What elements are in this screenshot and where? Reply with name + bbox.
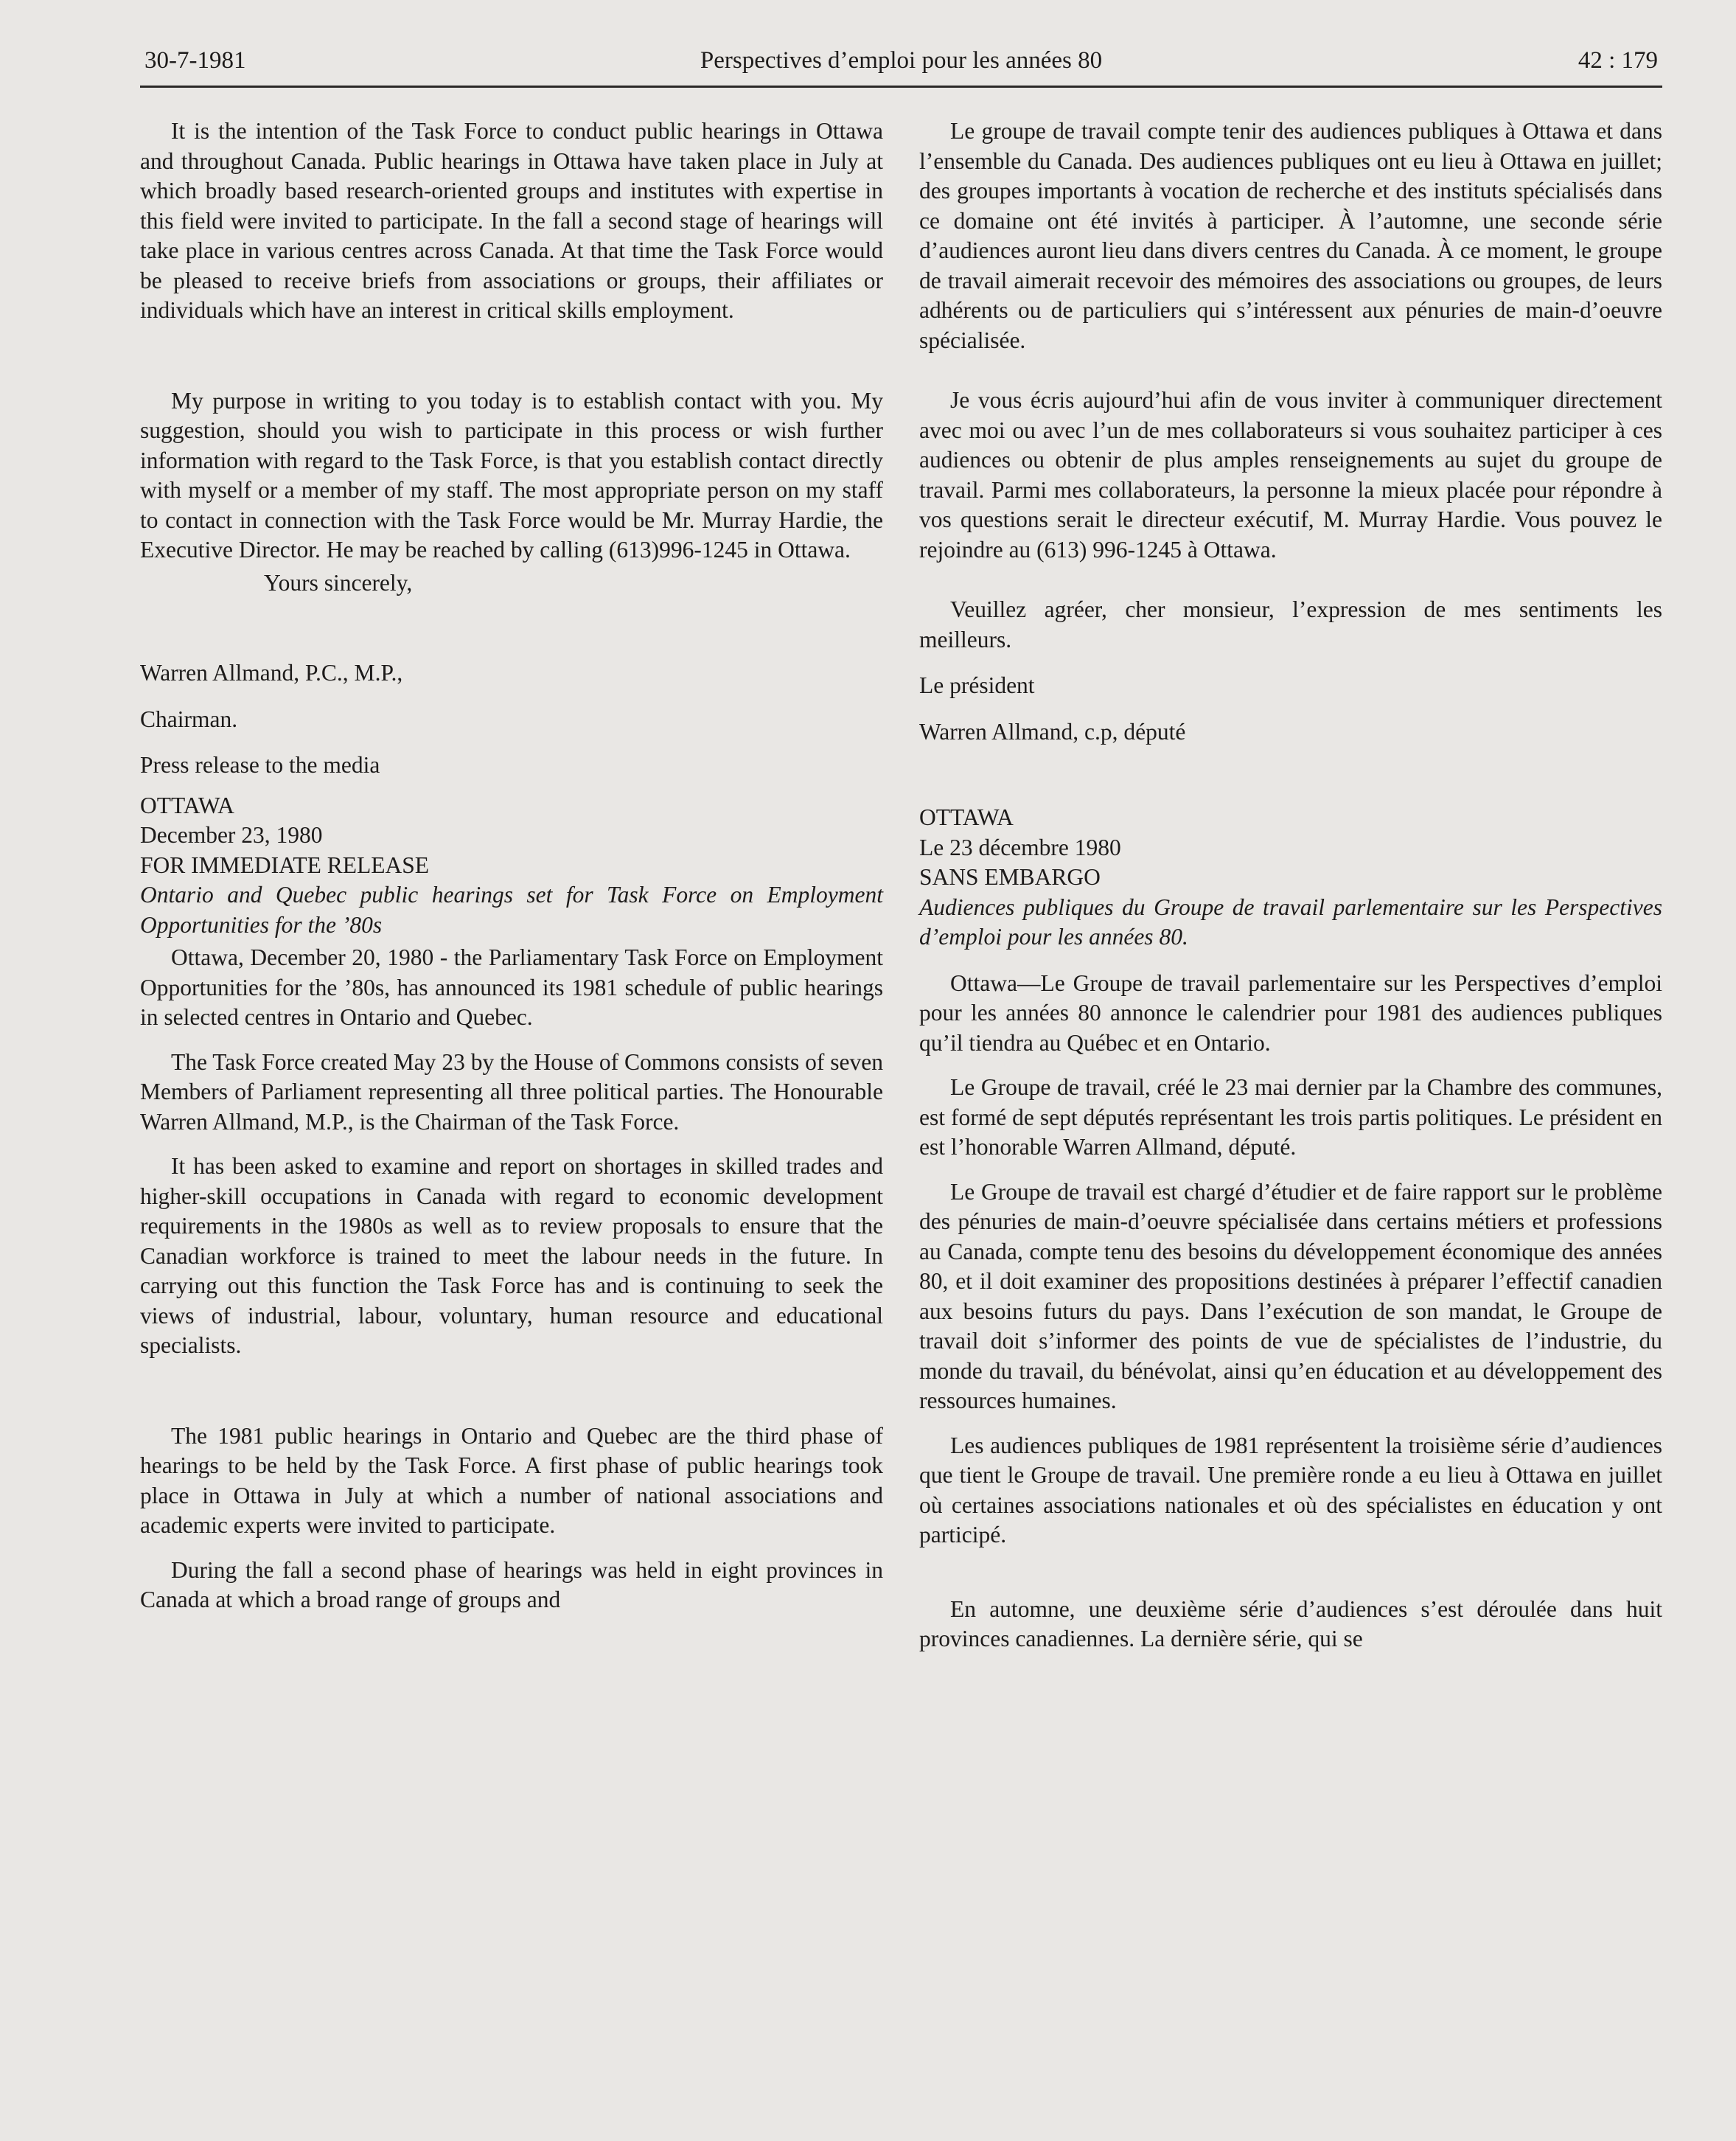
en-headline: Ontario and Quebec public hearings set for Task Force on Employment Opportunities for the ’80s — [140, 882, 883, 938]
fr-signature-name: Warren Allmand, c.p, député — [919, 718, 1186, 745]
en-para-announce: Ottawa, December 20, 1980 - the Parliamentary Task Force on Employment Opportunities for the ’80s, has announced its 1981 schedule of public hearings in selected centres in Ontario and Quebec. — [140, 944, 883, 1030]
header-title: Perspectives d’emploi pour les années 80 — [700, 47, 1103, 74]
en-press-label: Press release to the media — [140, 752, 380, 778]
en-signature-title: Chairman. — [140, 706, 238, 732]
en-closing: Yours sincerely, — [264, 569, 413, 596]
en-para-mandate: It has been asked to examine and report on shortages in skilled trades and higher-skill occupations in Canada with regard to economic development requirements in the 1980s as well as to review proposals to ensure that the Canadian workforce is trained to meet the labour needs in the future. In carrying out this function the Task Force has and is continuing to seek the views of industrial, labour, voluntary, human resource and educational specialists. — [140, 1153, 883, 1358]
fr-para-fall: En automne, une deuxième série d’audiences s’est déroulée dans huit provinces canadiennes. La dernière série, qui se — [919, 1595, 1662, 1651]
fr-para-hearings: Le groupe de travail compte tenir des audiences publiques à Ottawa et dans l’ensemble du Canada. Des audiences publiques ont eu lieu à Ottawa en juillet; des groupes importants à vocation de recherche et des instituts spécialisés dans ce domaine ont été invités à participer. À l’automne, une seconde série d’audiences auront lieu dans divers centres du Canada. À ce moment, le groupe de travail aimerait recevoir des mémoires des associations ou groupes, de leurs adhérents ou de particuliers qui s’intéressent aux pénuries de main-d’oeuvre spécialisée. — [919, 118, 1662, 353]
en-signature-name: Warren Allmand, P.C., M.P., — [140, 660, 403, 686]
en-para-fall: During the fall a second phase of hearings was held in eight provinces in Canada at which a broad range of groups and — [140, 1556, 883, 1612]
fr-closing: Veuillez agréer, cher monsieur, l’expression de mes sentiments les meilleurs. — [919, 596, 1662, 652]
en-para-hearings: It is the intention of the Task Force to conduct public hearings in Ottawa and throughout Canada. Public hearings in Ottawa have taken place in July at which broadly based research-oriented groups and institutes with expertise in this field were invited to participate. In the fall a second stage of hearings will take place in various centres across Canada. At that time the Task Force would be pleased to receive briefs from associations or groups, their affiliates or individuals which have an interest in critical skills employment. — [140, 118, 883, 323]
en-para-created: The Task Force created May 23 by the House of Commons consists of seven Members of Parliament representing all three political parties. The Honourable Warren Allmand, M.P., is the Chairman of the Task Force. — [140, 1048, 883, 1135]
fr-release-date: Le 23 décembre 1980 — [919, 834, 1121, 860]
fr-para-phase: Les audiences publiques de 1981 représentent la troisième série d’audiences que tient le Groupe de travail. Une première ronde a eu lieu à Ottawa en juillet où certaines associations nationales et où des spécialistes en éducation y ont participé. — [919, 1432, 1662, 1548]
fr-para-created: Le Groupe de travail, créé le 23 mai dernier par la Chambre des communes, est formé de sept députés représentant les trois partis politiques. Le président en est l’honorable Warren Allmand, député. — [919, 1074, 1662, 1160]
french-column — [919, 116, 1662, 1654]
en-city: OTTAWA — [140, 792, 234, 818]
en-release-type: FOR IMMEDIATE RELEASE — [140, 852, 429, 878]
en-para-phase: The 1981 public hearings in Ontario and Quebec are the third phase of hearings to be held by the Task Force. A first phase of public hearings took place in Ottawa in July at which a number of national associations and academic experts were invited to participate. — [140, 1422, 883, 1538]
fr-signature-title: Le président — [919, 672, 1035, 698]
fr-para-mandate: Le Groupe de travail est chargé d’étudier et de faire rapport sur le problème des pénuries de main-d’oeuvre spécialisée dans certains métiers et professions au Canada, compte tenu des besoins du développement économique des années 80, et il doit examiner des propositions destinées à préparer l’effectif canadien aux besoins futurs du pays. Dans l’exécution de son mandat, le Groupe de travail doit s’informer des points de vue de spécialistes de l’industrie, du monde du travail, du bénévolat, ainsi qu’en éducation et au développement des ressources humaines. — [919, 1178, 1662, 1413]
en-release-date: December 23, 1980 — [140, 822, 323, 848]
header-page-number: 42 : 179 — [1578, 47, 1658, 74]
fr-para-announce: Ottawa—Le Groupe de travail parlementaire sur les Perspectives d’emploi pour les années 80 annonce le calendrier pour 1981 des audiences publiques qu’il tiendra au Québec et en Ontario. — [919, 969, 1662, 1056]
en-para-contact: My purpose in writing to you today is to establish contact with you. My suggestion, should you wish to participate in this process or wish further information with regard to the Task Force, is that you establish contact directly with myself or a member of my staff. The most appropriate person on my staff to contact in connection with the Task Force would be Mr. Murray Hardie, the Executive Director. He may be reached by calling (613)996-1245 in Ottawa. — [140, 387, 883, 563]
fr-release-type: SANS EMBARGO — [919, 864, 1101, 890]
english-column — [140, 116, 883, 1615]
header-date: 30-7-1981 — [144, 47, 246, 74]
fr-city: OTTAWA — [919, 804, 1014, 830]
fr-para-contact: Je vous écris aujourd’hui afin de vous inviter à communiquer directement avec moi ou avec l’un de mes collaborateurs si vous souhaitez participer à ces audiences ou obtenir de plus amples renseignements au sujet du groupe de travail. Parmi mes collaborateurs, la personne la mieux placée pour répondre à vos questions serait le directeur exécutif, M. Murray Hardie. Vous pouvez le rejoindre au (613) 996-1245 à Ottawa. — [919, 387, 1662, 563]
page-header — [140, 43, 1662, 88]
fr-headline: Audiences publiques du Groupe de travail parlementaire sur les Perspectives d’emploi pour les années 80. — [919, 894, 1662, 950]
